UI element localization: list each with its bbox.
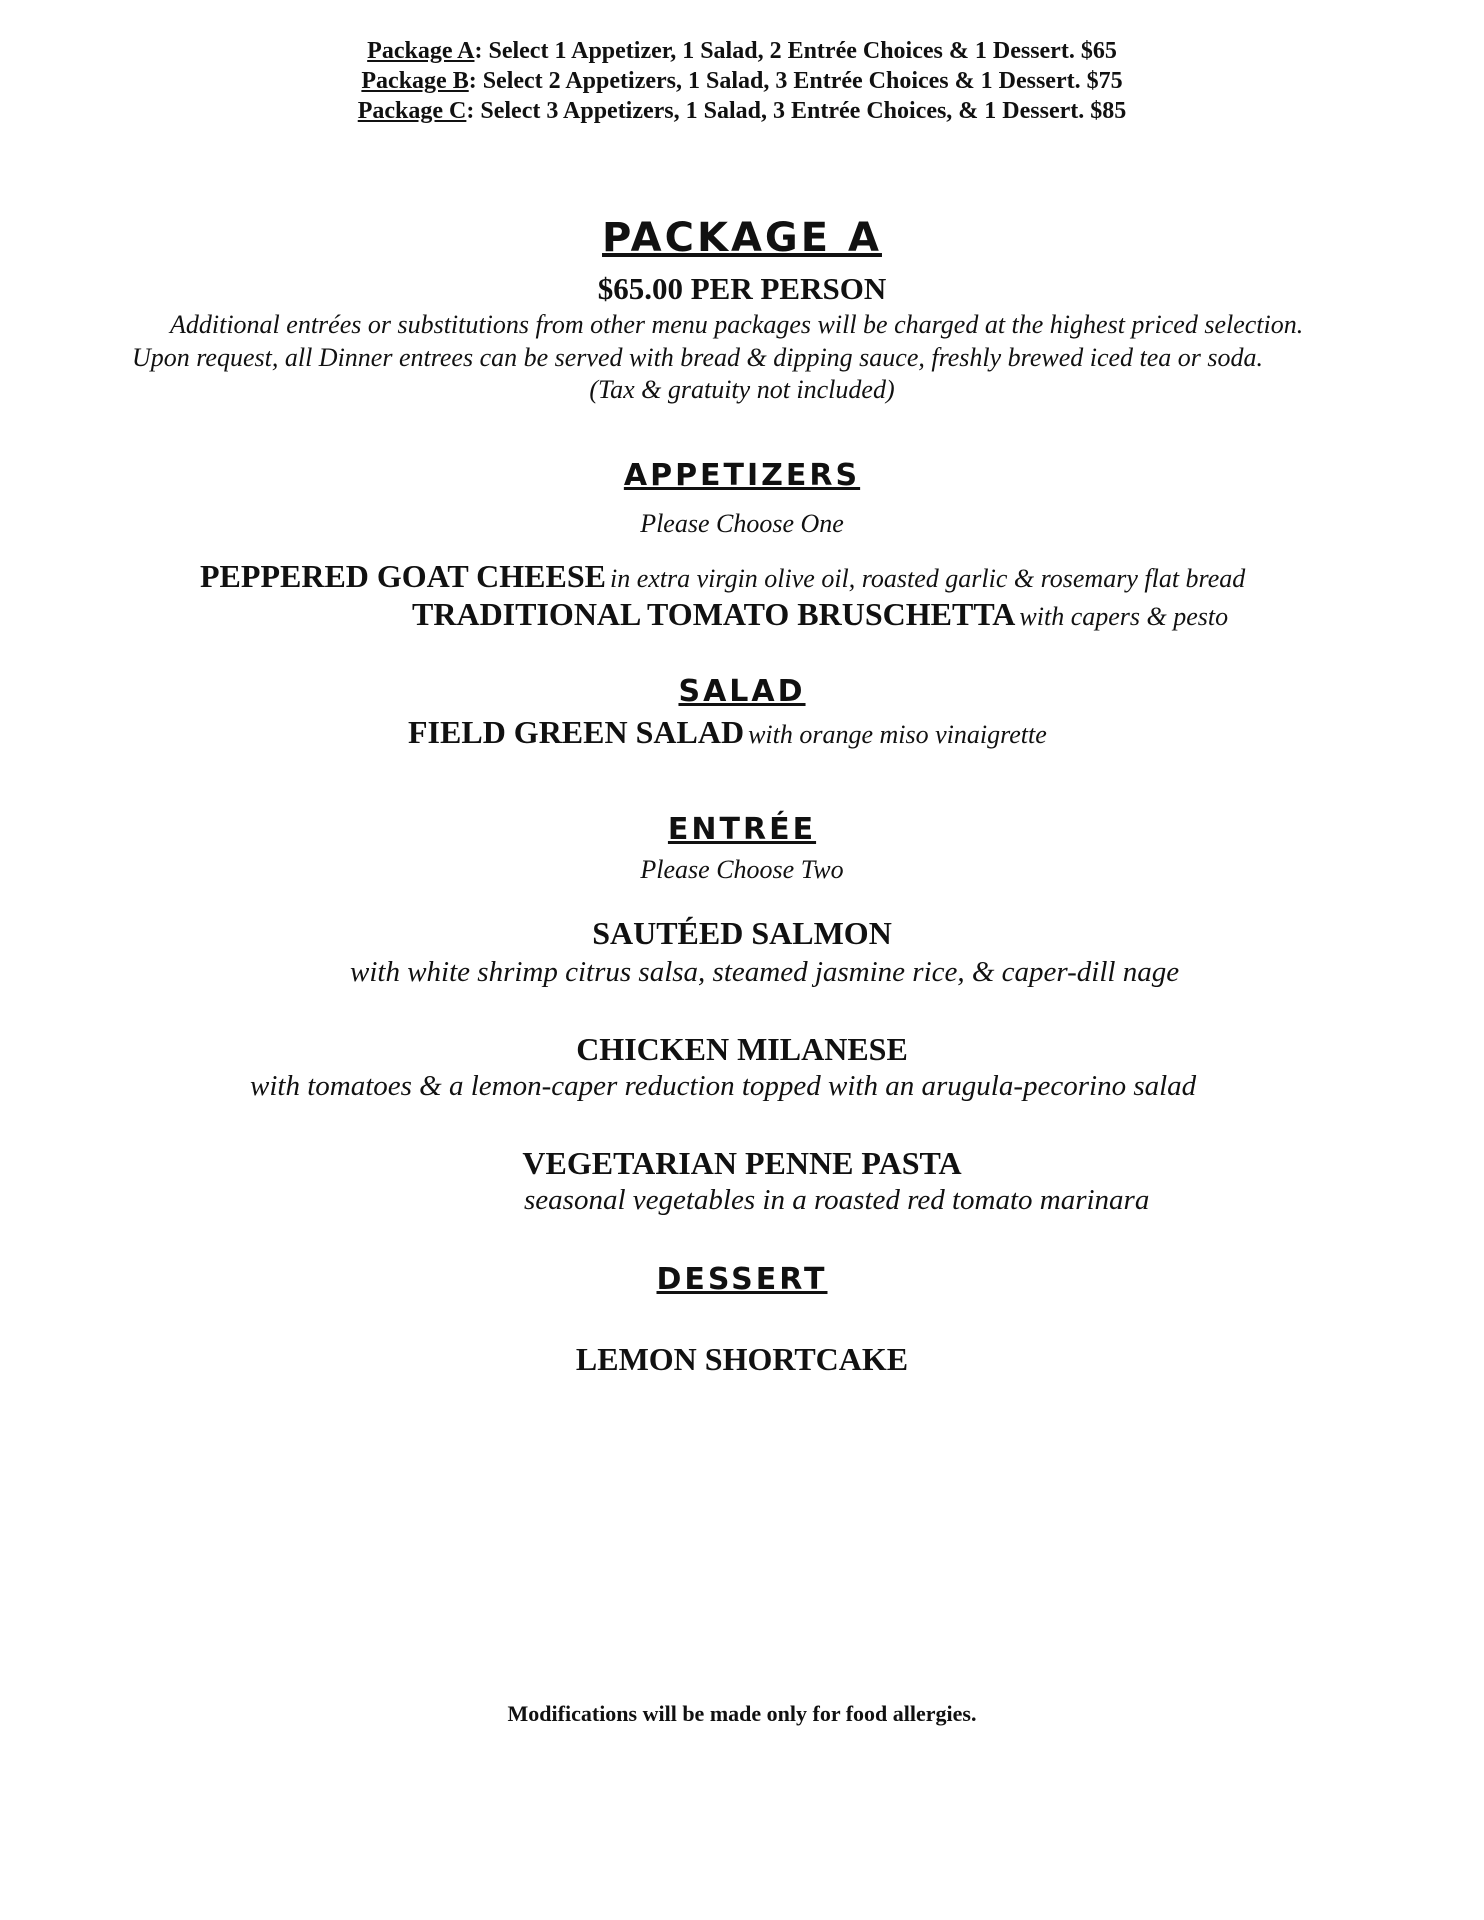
package-name: Package C xyxy=(357,98,467,124)
entree-item-desc: seasonal vegetables in a roasted red tomato marinara xyxy=(524,1184,1150,1216)
item-desc: with capers & pesto xyxy=(1019,602,1229,631)
appetizer-item xyxy=(412,596,1372,633)
entree-item-desc: with white shrimp citrus salsa, steamed jasmine rice, & caper-dill nage xyxy=(350,956,1180,988)
item-name: TRADITIONAL TOMATO BRUSCHETTA xyxy=(412,596,1016,632)
appetizer-item xyxy=(200,558,1340,595)
package-desc: : Select 3 Appetizers, 1 Salad, 3 Entrée Choices, & 1 Dessert. $85 xyxy=(466,98,1127,124)
item-name: PEPPERED GOAT CHEESE xyxy=(200,558,606,594)
item-desc: with orange miso vinaigrette xyxy=(748,720,1047,749)
item-name: FIELD GREEN SALAD xyxy=(408,714,745,750)
entree-item-name: SAUTÉED SALMON xyxy=(592,915,892,951)
page-title: PACKAGE A xyxy=(602,215,882,261)
entree-instruction: Please Choose Two xyxy=(640,855,844,884)
salad-heading: SALAD xyxy=(678,674,806,709)
salad-item xyxy=(408,714,1308,751)
entree-item-desc: with tomatoes & a lemon-caper reduction topped with an arugula-pecorino salad xyxy=(250,1070,1197,1102)
dessert-item-name: LEMON SHORTCAKE xyxy=(575,1341,909,1377)
footer-note: Modifications will be made only for food allergies. xyxy=(507,1701,977,1726)
note-additional-entrees: Additional entrées or substitutions from other menu packages will be charged at the highest priced selection. xyxy=(170,310,1304,339)
price-per-person: $65.00 PER PERSON xyxy=(597,271,887,306)
package-summary-b xyxy=(0,66,1484,96)
note-upon-request: Upon request, all Dinner entrees can be served with bread & dipping sauce, freshly brewed iced tea or soda. xyxy=(132,343,1264,372)
entree-item-name: CHICKEN MILANESE xyxy=(576,1031,908,1067)
entree-item-name: VEGETARIAN PENNE PASTA xyxy=(522,1145,962,1181)
package-summary-a xyxy=(0,36,1484,66)
entree-heading: ENTRÉE xyxy=(667,812,817,847)
note-tax-gratuity: (Tax & gratuity not included) xyxy=(589,375,895,404)
appetizers-instruction: Please Choose One xyxy=(640,509,844,538)
package-desc: : Select 2 Appetizers, 1 Salad, 3 Entrée Choices & 1 Dessert. $75 xyxy=(468,68,1123,94)
dessert-heading: DESSERT xyxy=(656,1262,828,1297)
appetizers-heading: APPETIZERS xyxy=(623,458,861,493)
package-desc: : Select 1 Appetizer, 1 Salad, 2 Entrée Choices & 1 Dessert. $65 xyxy=(474,38,1117,64)
package-summary-c xyxy=(0,96,1484,126)
package-name: Package B xyxy=(361,68,469,94)
package-name: Package A xyxy=(367,38,475,64)
item-desc: in extra virgin olive oil, roasted garlic & rosemary flat bread xyxy=(610,564,1246,593)
